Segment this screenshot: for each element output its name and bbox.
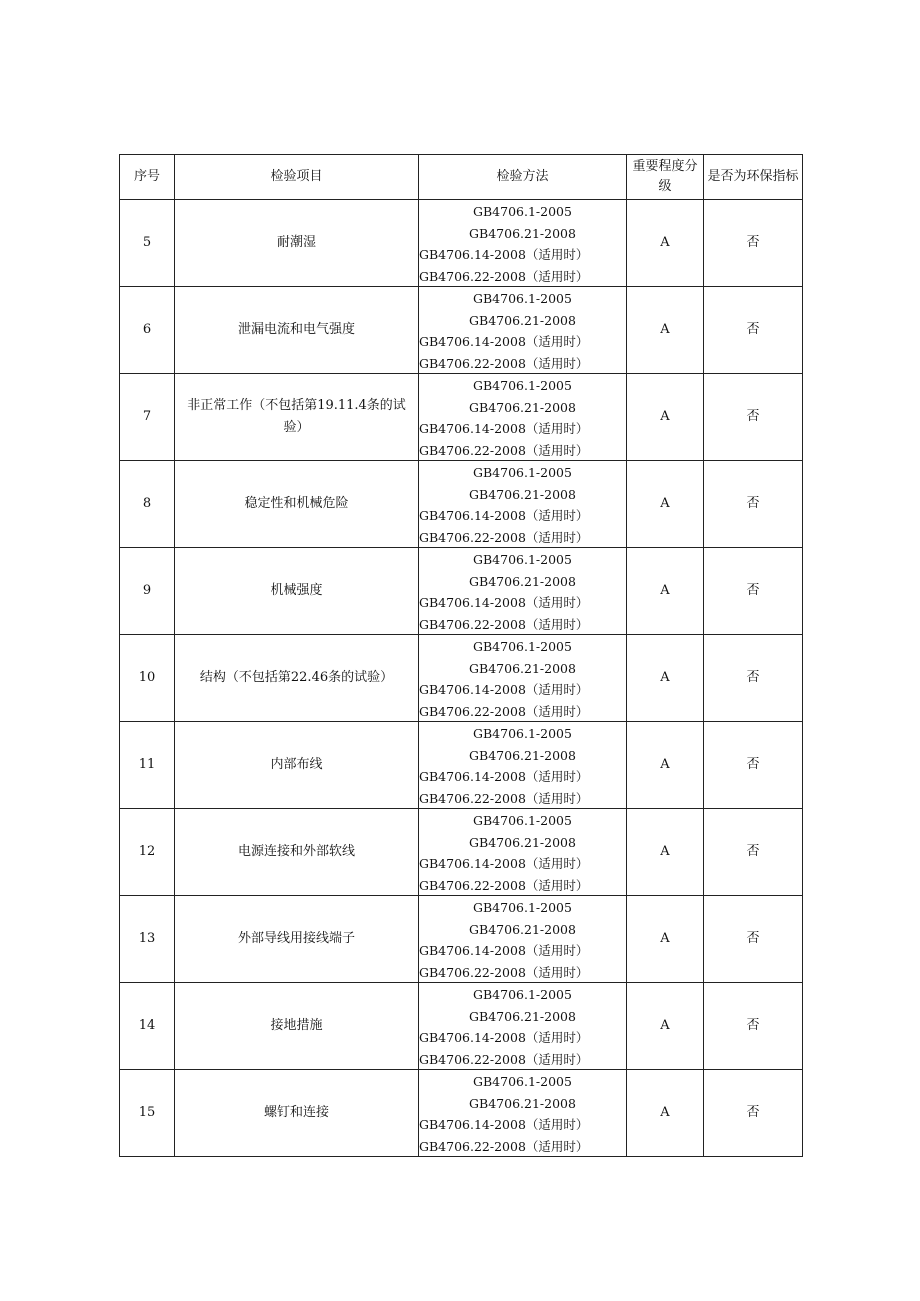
row-level: A <box>660 235 670 250</box>
cell-env <box>704 200 803 287</box>
method-line: GB4706.14-2008（适用时） <box>419 856 589 871</box>
table-row <box>120 461 803 548</box>
cell-level <box>627 1070 704 1157</box>
row-env: 否 <box>746 235 760 250</box>
cell-no <box>120 809 175 896</box>
method-line: GB4706.22-2008（适用时） <box>419 355 589 371</box>
cell-item <box>175 1070 419 1157</box>
cell-no <box>120 461 175 548</box>
cell-item <box>175 374 419 461</box>
row-no: 8 <box>142 496 152 511</box>
method-line: GB4706.1-2005 <box>473 552 572 567</box>
row-level: A <box>660 322 670 337</box>
method-line: GB4706.22-2008（适用时） <box>419 790 589 806</box>
cell-item <box>175 200 419 287</box>
method-line: GB4706.14-2008（适用时） <box>419 943 589 958</box>
row-item: 外部导线用接线端子 <box>237 931 355 946</box>
row-env: 否 <box>746 844 760 859</box>
row-no: 11 <box>138 757 156 772</box>
row-level: A <box>660 931 670 946</box>
cell-env <box>704 461 803 548</box>
cell-level <box>627 374 704 461</box>
cell-item <box>175 983 419 1070</box>
cell-level <box>627 548 704 635</box>
header-item-label: 检验项目 <box>270 169 323 184</box>
method-line: GB4706.22-2008（适用时） <box>419 703 589 719</box>
cell-env <box>704 896 803 983</box>
cell-level <box>627 896 704 983</box>
cell-env <box>704 1070 803 1157</box>
row-no: 15 <box>138 1105 156 1120</box>
header-level <box>627 155 704 200</box>
cell-method <box>419 722 627 809</box>
method-line: GB4706.1-2005 <box>473 726 572 741</box>
row-env: 否 <box>746 757 760 772</box>
cell-level <box>627 287 704 374</box>
method-line: GB4706.1-2005 <box>473 291 572 306</box>
method-line: GB4706.21-2008 <box>469 225 576 241</box>
method-line: GB4706.14-2008（适用时） <box>419 769 589 784</box>
row-env: 否 <box>746 322 760 337</box>
cell-item <box>175 635 419 722</box>
method-list <box>419 635 626 721</box>
table-row <box>120 374 803 461</box>
cell-no <box>120 896 175 983</box>
method-line: GB4706.22-2008（适用时） <box>419 877 589 893</box>
cell-no <box>120 287 175 374</box>
table-row <box>120 983 803 1070</box>
row-env: 否 <box>746 583 760 598</box>
cell-no <box>120 722 175 809</box>
cell-no <box>120 374 175 461</box>
cell-no <box>120 200 175 287</box>
cell-item <box>175 896 419 983</box>
method-line: GB4706.14-2008（适用时） <box>419 247 589 262</box>
cell-method <box>419 983 627 1070</box>
row-level: A <box>660 496 670 511</box>
cell-env <box>704 635 803 722</box>
method-line: GB4706.14-2008（适用时） <box>419 421 589 436</box>
method-list <box>419 548 626 634</box>
cell-no <box>120 1070 175 1157</box>
method-list <box>419 896 626 982</box>
method-line: GB4706.21-2008 <box>469 1008 576 1024</box>
row-env: 否 <box>746 409 760 424</box>
header-level-label: 重要程度分级 <box>632 159 698 194</box>
row-level: A <box>660 844 670 859</box>
cell-method <box>419 287 627 374</box>
cell-env <box>704 548 803 635</box>
row-item: 稳定性和机械危险 <box>244 496 349 511</box>
row-item: 电源连接和外部软线 <box>237 844 355 859</box>
cell-level <box>627 983 704 1070</box>
row-no: 5 <box>142 235 152 250</box>
cell-env <box>704 983 803 1070</box>
method-line: GB4706.22-2008（适用时） <box>419 616 589 632</box>
row-no: 13 <box>138 931 156 946</box>
cell-no <box>120 635 175 722</box>
row-no: 14 <box>138 1018 156 1033</box>
method-line: GB4706.1-2005 <box>473 378 572 393</box>
row-level: A <box>660 670 670 685</box>
cell-item <box>175 809 419 896</box>
method-line: GB4706.21-2008 <box>469 660 576 676</box>
method-line: GB4706.14-2008（适用时） <box>419 334 589 349</box>
method-line: GB4706.1-2005 <box>473 987 572 1002</box>
method-list <box>419 1070 626 1156</box>
cell-method <box>419 461 627 548</box>
method-line: GB4706.21-2008 <box>469 834 576 850</box>
method-line: GB4706.21-2008 <box>469 747 576 763</box>
method-list <box>419 722 626 808</box>
table-row <box>120 722 803 809</box>
method-list <box>419 287 626 373</box>
method-line: GB4706.1-2005 <box>473 639 572 654</box>
cell-item <box>175 548 419 635</box>
cell-level <box>627 461 704 548</box>
table-body <box>120 200 803 1157</box>
method-line: GB4706.14-2008（适用时） <box>419 682 589 697</box>
row-env: 否 <box>746 1105 760 1120</box>
method-line: GB4706.1-2005 <box>473 900 572 915</box>
method-list <box>419 809 626 895</box>
inspection-table <box>119 154 803 1157</box>
method-list <box>419 461 626 547</box>
row-no: 9 <box>142 583 152 598</box>
method-list <box>419 983 626 1069</box>
header-no-label: 序号 <box>133 169 160 184</box>
cell-no <box>120 548 175 635</box>
cell-env <box>704 809 803 896</box>
cell-method <box>419 809 627 896</box>
row-item: 耐潮湿 <box>276 235 316 250</box>
method-line: GB4706.21-2008 <box>469 399 576 415</box>
row-env: 否 <box>746 1018 760 1033</box>
row-no: 6 <box>142 322 152 337</box>
row-level: A <box>660 1018 670 1033</box>
cell-item <box>175 461 419 548</box>
method-line: GB4706.22-2008（适用时） <box>419 268 589 284</box>
method-line: GB4706.1-2005 <box>473 204 572 219</box>
method-line: GB4706.1-2005 <box>473 465 572 480</box>
table-row <box>120 896 803 983</box>
row-env: 否 <box>746 931 760 946</box>
method-line: GB4706.21-2008 <box>469 573 576 589</box>
header-method <box>419 155 627 200</box>
header-item <box>175 155 419 200</box>
row-item: 结构（不包括第22.46条的试验） <box>199 670 394 685</box>
table-row <box>120 809 803 896</box>
row-level: A <box>660 409 670 424</box>
header-method-label: 检验方法 <box>496 169 549 184</box>
cell-env <box>704 287 803 374</box>
method-line: GB4706.22-2008（适用时） <box>419 964 589 980</box>
method-line: GB4706.22-2008（适用时） <box>419 1051 589 1067</box>
cell-method <box>419 200 627 287</box>
table-header-row <box>120 155 803 200</box>
header-env-label: 是否为环保指标 <box>707 169 799 184</box>
cell-level <box>627 635 704 722</box>
row-item: 接地措施 <box>270 1018 323 1033</box>
cell-method <box>419 896 627 983</box>
cell-item <box>175 287 419 374</box>
method-line: GB4706.14-2008（适用时） <box>419 1030 589 1045</box>
cell-env <box>704 374 803 461</box>
table-row <box>120 200 803 287</box>
method-list <box>419 200 626 286</box>
method-line: GB4706.21-2008 <box>469 486 576 502</box>
row-env: 否 <box>746 670 760 685</box>
method-line: GB4706.1-2005 <box>473 813 572 828</box>
row-level: A <box>660 583 670 598</box>
table-row <box>120 635 803 722</box>
method-line: GB4706.14-2008（适用时） <box>419 595 589 610</box>
method-line: GB4706.14-2008（适用时） <box>419 1117 589 1132</box>
method-line: GB4706.21-2008 <box>469 312 576 328</box>
cell-level <box>627 809 704 896</box>
cell-env <box>704 722 803 809</box>
table-row <box>120 287 803 374</box>
row-item: 机械强度 <box>270 583 323 598</box>
method-line: GB4706.1-2005 <box>473 1074 572 1089</box>
cell-item <box>175 722 419 809</box>
row-item: 螺钉和连接 <box>263 1105 329 1120</box>
row-env: 否 <box>746 496 760 511</box>
cell-method <box>419 548 627 635</box>
header-no <box>120 155 175 200</box>
row-level: A <box>660 1105 670 1120</box>
method-line: GB4706.22-2008（适用时） <box>419 1138 589 1154</box>
method-line: GB4706.21-2008 <box>469 921 576 937</box>
cell-method <box>419 374 627 461</box>
row-no: 10 <box>138 670 156 685</box>
row-item: 内部布线 <box>270 757 323 772</box>
cell-method <box>419 635 627 722</box>
cell-level <box>627 200 704 287</box>
method-list <box>419 374 626 460</box>
table-row <box>120 1070 803 1157</box>
method-line: GB4706.21-2008 <box>469 1095 576 1111</box>
cell-method <box>419 1070 627 1157</box>
row-level: A <box>660 757 670 772</box>
cell-no <box>120 983 175 1070</box>
row-item: 非正常工作（不包括第19.11.4条的试验） <box>187 398 406 435</box>
row-item: 泄漏电流和电气强度 <box>237 322 355 337</box>
header-env <box>704 155 803 200</box>
method-line: GB4706.22-2008（适用时） <box>419 442 589 458</box>
cell-level <box>627 722 704 809</box>
method-line: GB4706.14-2008（适用时） <box>419 508 589 523</box>
row-no: 12 <box>138 844 156 859</box>
method-line: GB4706.22-2008（适用时） <box>419 529 589 545</box>
row-no: 7 <box>142 409 152 424</box>
table-row <box>120 548 803 635</box>
